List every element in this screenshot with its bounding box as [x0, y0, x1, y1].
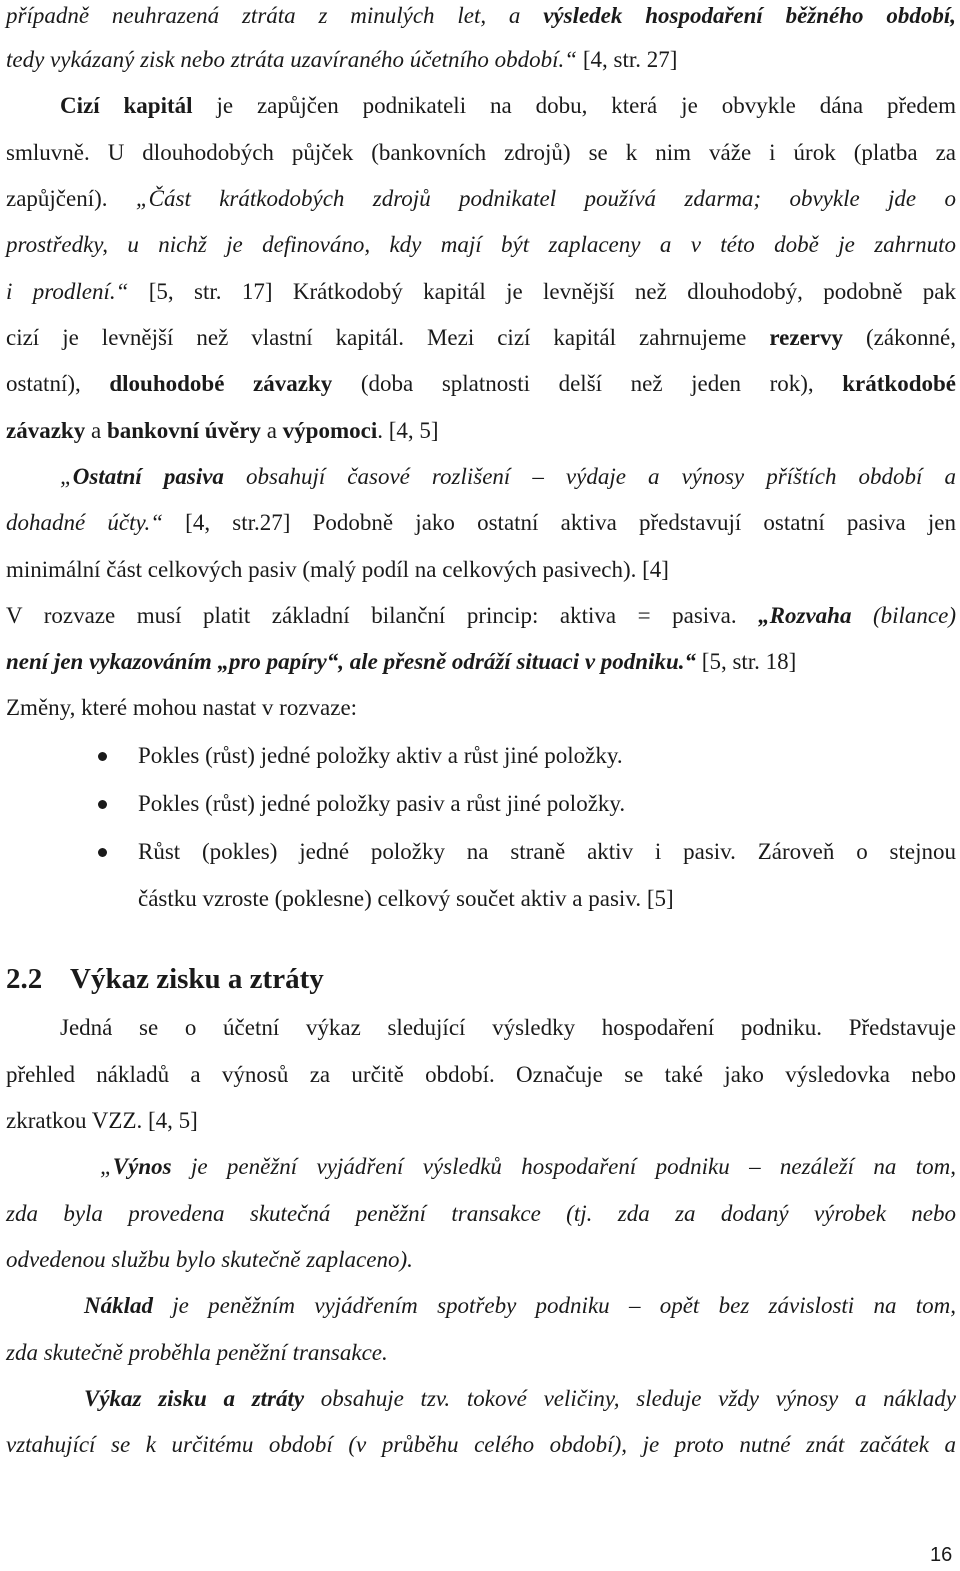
text-line: [6, 322, 956, 354]
text-line: [6, 600, 956, 632]
text-run: „: [100, 1154, 113, 1179]
text-run: Cizí kapitál: [60, 93, 193, 118]
text-run: částku vzroste (poklesne) celkový součet aktiv a pasiv. [5]: [138, 886, 674, 911]
text-run: Jedná se o účetní výkaz sledující výsledky hospodaření podniku. Představuje: [60, 1015, 956, 1040]
text-run: Výnos: [112, 1154, 172, 1179]
text-run: případně neuhrazená ztráta z minulých let, a: [6, 3, 544, 28]
section-title: Výkaz zisku a ztráty: [70, 963, 324, 995]
text-line: [138, 836, 956, 868]
text-line: [138, 740, 956, 772]
text-run: Ostatní pasiva: [72, 464, 224, 489]
text-run: minimální část celkových pasiv (malý podíl na celkových pasivech). [4]: [6, 557, 669, 582]
text-run: krátkodobé: [842, 371, 956, 396]
text-line: [6, 1198, 956, 1230]
text-run: Růst (pokles) jedné položky na straně aktiv i pasiv. Zároveň o stejnou: [138, 839, 956, 864]
text-run: zda skutečně proběhla peněžní transakce.: [6, 1340, 388, 1365]
text-run: [5, str. 17] Krátkodobý kapitál je levnější než dlouhodobý, podobně pak: [128, 279, 956, 304]
text-line: [6, 1337, 956, 1369]
text-run: obsahují časové rozlišení – výdaje a výnosy příštích období a: [223, 464, 956, 489]
text-run: výpomoci: [282, 418, 378, 443]
text-run: (bilance): [851, 603, 956, 628]
text-run: . [4, 5]: [377, 418, 439, 443]
text-line: [84, 1383, 956, 1415]
text-run: Pokles (růst) jedné položky pasiv a růst jiné položky.: [138, 791, 626, 816]
text-run: i prodlení.“: [6, 279, 129, 304]
text-line: [60, 90, 956, 122]
text-line: [6, 229, 956, 261]
text-line: [6, 137, 956, 169]
text-line: [6, 44, 956, 76]
text-run: rezervy: [769, 325, 843, 350]
text-run: „Část krátkodobých zdrojů podnikatel používá zdarma; obvykle jde o: [135, 186, 956, 211]
text-run: a: [260, 418, 283, 443]
text-run: zkratkou VZZ. [4, 5]: [6, 1108, 198, 1133]
text-run: [5, str. 18]: [696, 649, 797, 674]
text-run: ostatní),: [6, 371, 110, 396]
text-run: zapůjčení).: [6, 186, 136, 211]
text-run: je zapůjčen podnikateli na dobu, která je obvykle dána předem: [192, 93, 957, 118]
bullet-icon: [98, 848, 107, 857]
text-run: cizí je levnější než vlastní kapitál. Mezi cizí kapitál zahrnujeme: [6, 325, 770, 350]
text-run: a: [85, 418, 107, 443]
text-line: [138, 883, 956, 915]
bullet-icon: [98, 752, 107, 761]
text-line: [6, 507, 956, 539]
text-line: [60, 1012, 956, 1044]
text-run: Náklad: [84, 1293, 153, 1318]
text-run: dohadné účty.“: [6, 510, 163, 535]
text-run: zda byla provedena skutečná peněžní transakce (tj. zda za dodaný výrobek nebo: [6, 1201, 956, 1226]
bullet-icon: [98, 800, 107, 809]
text-line: [6, 554, 956, 586]
text-run: „: [60, 464, 73, 489]
text-run: dlouhodobé závazky: [109, 371, 333, 396]
text-line: [6, 368, 956, 400]
text-run: vztahující se k určitému období (v průběhu celého období), je proto nutné znát začátek a: [6, 1432, 956, 1457]
text-run: prostředky, u nichž je definováno, kdy mají být zaplaceny a v této době je zahrnuto: [6, 232, 956, 257]
text-line: [6, 415, 956, 447]
text-run: je peněžní vyjádření výsledků hospodaření podniku – nezáleží na tom,: [171, 1154, 956, 1179]
text-line: [6, 1059, 956, 1091]
text-line: [6, 1429, 956, 1461]
text-run: odvedenou službu bylo skutečně zaplaceno).: [6, 1247, 413, 1272]
text-line: [138, 788, 956, 820]
text-run: smluvně. U dlouhodobých půjček (bankovních zdrojů) se k nim váže i úrok (platba za: [6, 140, 956, 165]
text-run: „Rozvaha: [758, 603, 852, 628]
text-line: [6, 0, 956, 32]
text-line: [6, 1105, 956, 1137]
section-number: 2.2: [6, 963, 43, 995]
text-line: [6, 646, 956, 678]
section-heading: [6, 960, 324, 998]
text-run: V rozvaze musí platit základní bilanční princip: aktiva = pasiva.: [6, 603, 759, 628]
text-run: tedy vykázaný zisk nebo ztráta uzavíraného účetního období.“: [6, 47, 578, 72]
text-line: [6, 276, 956, 308]
page-number: 16: [930, 1544, 953, 1566]
text-run: [4, str.27] Podobně jako ostatní aktiva představují ostatní pasiva jen: [162, 510, 956, 535]
text-run: (zákonné,: [842, 325, 956, 350]
text-line: [6, 692, 956, 724]
text-run: přehled nákladů a výnosů za určitě období. Označuje se také jako výsledovka nebo: [6, 1062, 956, 1087]
text-line: [100, 1151, 956, 1183]
text-run: výsledek hospodaření běžného období,: [543, 3, 956, 28]
text-run: je peněžním vyjádřením spotřeby podniku – opět bez závislosti na tom,: [153, 1293, 956, 1318]
text-run: Pokles (růst) jedné položky aktiv a růst jiné položky.: [138, 743, 623, 768]
text-run: závazky: [6, 418, 86, 443]
text-line: [6, 183, 956, 215]
text-run: Změny, které mohou nastat v rozvaze:: [6, 695, 358, 720]
text-line: [6, 1244, 956, 1276]
text-line: [84, 1290, 956, 1322]
text-run: obsahuje tzv. tokové veličiny, sleduje vždy výnosy a náklady: [304, 1386, 956, 1411]
text-run: [4, str. 27]: [577, 47, 678, 72]
text-run: (doba splatnosti delší než jeden rok),: [332, 371, 843, 396]
text-line: [60, 461, 956, 493]
text-run: Výkaz zisku a ztráty: [84, 1386, 305, 1411]
text-run: není jen vykazováním „pro papíry“, ale přesně odráží situaci v podniku.“: [6, 649, 697, 674]
text-run: bankovní úvěry: [106, 418, 261, 443]
